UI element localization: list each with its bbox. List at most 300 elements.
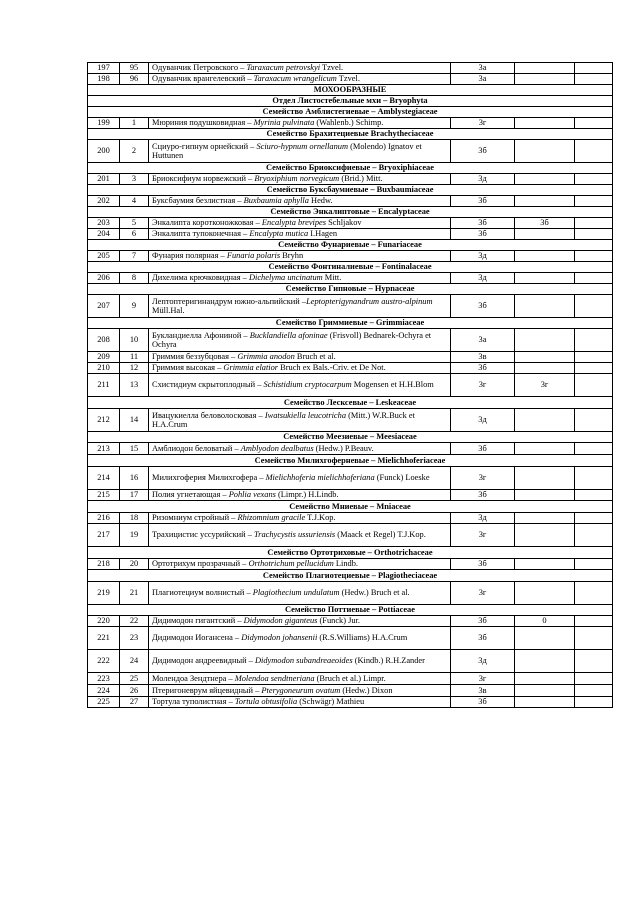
species-latin-name: Funaria polaris xyxy=(226,251,281,261)
species-row xyxy=(88,218,613,229)
section-header: Семейство Меезиевые – Meesiaceae xyxy=(88,432,613,443)
row-subindex: 27 xyxy=(120,697,149,708)
row-subindex: 3 xyxy=(120,174,149,185)
notes-cell xyxy=(575,627,613,650)
status-category-alt xyxy=(515,524,575,547)
species-row xyxy=(88,63,613,74)
species-latin-name: Encalypta mutica xyxy=(249,229,309,239)
section-header: Семейство Амблистегиевые – Amblystegiaceae xyxy=(88,107,613,118)
species-name xyxy=(149,273,451,284)
species-russian-name: Мюриния подушковидная – xyxy=(152,118,254,128)
species-author: (Funck) Loeske xyxy=(374,473,430,483)
species-latin-name: Sciuro-hypnum ornellanum xyxy=(256,141,349,151)
species-name xyxy=(149,140,451,163)
species-name xyxy=(149,374,451,397)
species-russian-name: Фунария полярная – xyxy=(152,251,227,261)
species-author: (R.S.Williams) H.A.Crum xyxy=(317,633,408,643)
row-index: 224 xyxy=(88,685,120,697)
row-subindex: 2 xyxy=(120,140,149,163)
notes-cell xyxy=(575,409,613,432)
row-subindex: 14 xyxy=(120,409,149,432)
species-row xyxy=(88,443,613,455)
species-latin-name: Bryoxiphium norvegicum xyxy=(254,174,340,184)
row-subindex: 25 xyxy=(120,673,149,685)
species-row xyxy=(88,229,613,240)
notes-cell xyxy=(575,140,613,163)
status-category-alt xyxy=(515,697,575,708)
status-category: 3б xyxy=(451,295,515,318)
status-category-alt xyxy=(515,329,575,352)
status-category-alt xyxy=(515,118,575,129)
species-latin-name: Orthotrichum pellucidum xyxy=(248,559,334,569)
section-header: Семейство Гриммиевые – Grimmiaceae xyxy=(88,318,613,329)
species-author: Bruch et al. xyxy=(294,352,336,362)
species-latin-name: Encalypta brevipes xyxy=(261,218,327,228)
species-row xyxy=(88,251,613,262)
row-subindex: 7 xyxy=(120,251,149,262)
species-row xyxy=(88,650,613,673)
notes-cell xyxy=(575,218,613,229)
species-row xyxy=(88,74,613,85)
status-category: 3г xyxy=(451,118,515,129)
species-author: (Funck) Jur. xyxy=(317,616,360,626)
status-category: 3д xyxy=(451,174,515,185)
species-russian-name: Бриоксифиум норвежский – xyxy=(152,174,255,184)
species-name xyxy=(149,524,451,547)
status-category: 3б xyxy=(451,443,515,455)
notes-cell xyxy=(575,229,613,240)
species-name xyxy=(149,616,451,627)
section-header-row xyxy=(88,397,613,409)
section-header-row xyxy=(88,240,613,251)
notes-cell xyxy=(575,650,613,673)
species-author: I.Hagen xyxy=(308,229,338,239)
notes-cell xyxy=(575,513,613,524)
status-category-alt xyxy=(515,513,575,524)
row-index: 213 xyxy=(88,443,120,455)
section-header: Семейство Гипновые – Hypnaceae xyxy=(88,284,613,295)
species-name xyxy=(149,582,451,605)
status-category-alt xyxy=(515,352,575,363)
species-author: (Maack et Regel) T.J.Kop. xyxy=(335,530,426,540)
species-russian-name: Полия угнетающая – xyxy=(152,490,229,500)
section-header-row xyxy=(88,96,613,107)
row-index: 217 xyxy=(88,524,120,547)
status-category: 3б xyxy=(451,627,515,650)
row-index: 199 xyxy=(88,118,120,129)
species-author: Mitt. xyxy=(322,273,342,283)
species-author: Schljakov xyxy=(326,218,362,228)
status-category-alt xyxy=(515,559,575,570)
species-name xyxy=(149,118,451,129)
species-row xyxy=(88,118,613,129)
species-russian-name: Одуванчик Петровского – xyxy=(152,63,247,73)
section-header: Отдел Листостебельные мхи – Bryophyta xyxy=(88,96,613,107)
species-name xyxy=(149,650,451,673)
row-index: 206 xyxy=(88,273,120,284)
status-category-alt xyxy=(515,63,575,74)
section-header: Семейство Фунариевые – Funariaceae xyxy=(88,240,613,251)
species-name xyxy=(149,363,451,374)
species-latin-name: Taraxacum wrangelicum xyxy=(253,74,337,84)
notes-cell xyxy=(575,673,613,685)
species-row xyxy=(88,273,613,284)
status-category: 3б xyxy=(451,140,515,163)
species-russian-name: Плагиотециум волнистый – xyxy=(152,588,253,598)
species-latin-name: Schistidium cryptocarpum xyxy=(263,380,352,390)
section-header: Семейство Поттиевые – Pottiaceae xyxy=(88,605,613,616)
species-row xyxy=(88,559,613,570)
status-category: 3д xyxy=(451,650,515,673)
status-category-alt xyxy=(515,673,575,685)
notes-cell xyxy=(575,443,613,455)
species-row xyxy=(88,374,613,397)
species-row xyxy=(88,295,613,318)
status-category: 3г xyxy=(451,673,515,685)
species-row xyxy=(88,409,613,432)
notes-cell xyxy=(575,74,613,85)
notes-cell xyxy=(575,374,613,397)
row-index: 202 xyxy=(88,196,120,207)
status-category: 3д xyxy=(451,273,515,284)
row-index: 203 xyxy=(88,218,120,229)
row-subindex: 12 xyxy=(120,363,149,374)
status-category-alt: 3б xyxy=(515,218,575,229)
section-header: Семейство Мниевые – Mniaceae xyxy=(88,501,613,513)
status-category-alt xyxy=(515,140,575,163)
notes-cell xyxy=(575,490,613,501)
status-category: 3в xyxy=(451,685,515,697)
species-russian-name: Милихгоферия Милихгофера – xyxy=(152,473,266,483)
section-header: Семейство Ортотриховые – Orthotrichaceae xyxy=(88,547,613,559)
species-russian-name: Одуванчик врангелевский – xyxy=(152,74,254,84)
species-row xyxy=(88,490,613,501)
species-name xyxy=(149,63,451,74)
species-author: (Bruch et al.) Limpr. xyxy=(314,673,386,683)
species-name xyxy=(149,673,451,685)
species-latin-name: Leptopterigynandrum austro-alpinum xyxy=(306,296,433,306)
row-subindex: 6 xyxy=(120,229,149,240)
row-subindex: 18 xyxy=(120,513,149,524)
species-row xyxy=(88,467,613,490)
status-category: 3д xyxy=(451,513,515,524)
species-author: (Brid.) Mitt. xyxy=(339,174,383,184)
status-category-alt xyxy=(515,229,575,240)
row-index: 201 xyxy=(88,174,120,185)
species-name xyxy=(149,229,451,240)
notes-cell xyxy=(575,685,613,697)
species-latin-name: Iwatsukiella leucotricha xyxy=(264,410,347,420)
species-russian-name: Лептоптеригинандрум южно-альпийский – xyxy=(152,296,307,306)
status-category-alt xyxy=(515,582,575,605)
species-author: (Mitt.) W.R.Buck et H.A.Crum xyxy=(152,410,415,429)
species-russian-name: Амблиодон беловатый – xyxy=(152,443,241,453)
species-name xyxy=(149,409,451,432)
row-subindex: 1 xyxy=(120,118,149,129)
species-latin-name: Mielichhoferia mielichhoferiana xyxy=(265,473,375,483)
species-russian-name: Букландиелла Афониной – xyxy=(152,330,250,340)
status-category: 3г xyxy=(451,582,515,605)
species-latin-name: Rhizomnium gracile xyxy=(237,513,306,523)
status-category: 3б xyxy=(451,490,515,501)
row-subindex: 5 xyxy=(120,218,149,229)
species-russian-name: Ортотрихум прозрачный – xyxy=(152,559,249,569)
section-header-row xyxy=(88,262,613,273)
species-author: Mogensen et H.H.Blom xyxy=(351,380,434,390)
row-subindex: 26 xyxy=(120,685,149,697)
species-row xyxy=(88,685,613,697)
species-russian-name: Дидимодон гигантский – xyxy=(152,616,244,626)
notes-cell xyxy=(575,697,613,708)
row-subindex: 15 xyxy=(120,443,149,455)
section-header-row xyxy=(88,284,613,295)
row-subindex: 20 xyxy=(120,559,149,570)
species-russian-name: Дидимодон андреевидный – xyxy=(152,656,255,666)
row-subindex: 95 xyxy=(120,63,149,74)
species-russian-name: Энкалипта тупоконечная – xyxy=(152,229,250,239)
section-header: Семейство Плагиотециевые – Plagiotheciaceae xyxy=(88,570,613,582)
notes-cell xyxy=(575,616,613,627)
status-category: 3г xyxy=(451,374,515,397)
species-author: Tzvel. xyxy=(320,63,344,73)
status-category-alt xyxy=(515,196,575,207)
row-subindex: 10 xyxy=(120,329,149,352)
species-name xyxy=(149,295,451,318)
section-header-row xyxy=(88,318,613,329)
section-header: Семейство Брахитециевые Brachytheciaceae xyxy=(88,129,613,140)
species-row xyxy=(88,140,613,163)
row-index: 212 xyxy=(88,409,120,432)
species-row xyxy=(88,513,613,524)
species-name xyxy=(149,627,451,650)
status-category: 3а xyxy=(451,329,515,352)
species-row xyxy=(88,697,613,708)
species-russian-name: Птеригоневрум яйцевидный – xyxy=(152,685,262,695)
status-category-alt: 0 xyxy=(515,616,575,627)
status-category: 3г xyxy=(451,524,515,547)
species-author: T.J.Kop. xyxy=(305,513,336,523)
section-header: Семейство Фонтиналиевые – Fontinalaceae xyxy=(88,262,613,273)
status-category-alt xyxy=(515,74,575,85)
status-category: 3б xyxy=(451,363,515,374)
row-index: 204 xyxy=(88,229,120,240)
notes-cell xyxy=(575,352,613,363)
row-index: 218 xyxy=(88,559,120,570)
species-latin-name: Grimmia elatior xyxy=(223,363,279,373)
species-latin-name: Buxbaumia aphylla xyxy=(243,196,309,206)
row-subindex: 19 xyxy=(120,524,149,547)
notes-cell xyxy=(575,273,613,284)
status-category: 3в xyxy=(451,352,515,363)
species-row xyxy=(88,616,613,627)
species-name xyxy=(149,174,451,185)
species-name xyxy=(149,352,451,363)
species-author: Hedw. xyxy=(308,196,333,206)
species-russian-name: Тортула туполистная – xyxy=(152,697,235,707)
status-category: 3б xyxy=(451,616,515,627)
row-index: 208 xyxy=(88,329,120,352)
section-header-row xyxy=(88,570,613,582)
species-latin-name: Bucklandiella afoninae xyxy=(249,330,328,340)
species-name xyxy=(149,697,451,708)
species-russian-name: Дидимодон Иогансена – xyxy=(152,633,242,643)
section-header-row xyxy=(88,605,613,616)
species-author: Lindb. xyxy=(333,559,359,569)
species-author: Bryhn xyxy=(280,251,304,261)
status-category-alt xyxy=(515,295,575,318)
status-category: 3г xyxy=(451,467,515,490)
species-author: (Wahlenb.) Schimp. xyxy=(314,118,384,128)
species-row xyxy=(88,363,613,374)
species-row xyxy=(88,352,613,363)
species-latin-name: Didymodon subandreaeoides xyxy=(254,656,353,666)
section-header-row xyxy=(88,107,613,118)
section-header-row xyxy=(88,185,613,196)
section-header-row xyxy=(88,547,613,559)
section-header: Семейство Энкалиптовые – Encalyptaceae xyxy=(88,207,613,218)
species-russian-name: Гриммия высокая – xyxy=(152,363,224,373)
section-header-row xyxy=(88,501,613,513)
row-index: 222 xyxy=(88,650,120,673)
species-author: (Molendo) Ignatov et Huttunen xyxy=(152,141,422,160)
notes-cell xyxy=(575,363,613,374)
row-subindex: 17 xyxy=(120,490,149,501)
status-category-alt xyxy=(515,443,575,455)
species-name xyxy=(149,218,451,229)
status-category: 3а xyxy=(451,63,515,74)
species-latin-name: Plagiothecium undulatum xyxy=(252,588,340,598)
species-latin-name: Pterygoneurum ovatum xyxy=(261,685,341,695)
row-index: 207 xyxy=(88,295,120,318)
species-latin-name: Didymodon giganteus xyxy=(243,616,318,626)
row-index: 200 xyxy=(88,140,120,163)
row-index: 197 xyxy=(88,63,120,74)
section-header-row xyxy=(88,455,613,467)
species-row xyxy=(88,329,613,352)
species-author: Bruch ex Bals.-Criv. et De Not. xyxy=(278,363,386,373)
species-latin-name: Amblyodon dealbatus xyxy=(240,443,314,453)
section-header-row xyxy=(88,207,613,218)
status-category: 3б xyxy=(451,218,515,229)
status-category: 3б xyxy=(451,559,515,570)
section-header: МОХООБРАЗНЫЕ xyxy=(88,85,613,96)
row-index: 214 xyxy=(88,467,120,490)
species-russian-name: Трахицистис уссурийский – xyxy=(152,530,254,540)
row-index: 225 xyxy=(88,697,120,708)
species-latin-name: Trachycystis ussuriensis xyxy=(253,530,336,540)
status-category: 3д xyxy=(451,409,515,432)
species-name xyxy=(149,443,451,455)
notes-cell xyxy=(575,582,613,605)
section-header: Семейство Милихгоферневые – Mielichhoferiaceae xyxy=(88,455,613,467)
species-row xyxy=(88,627,613,650)
status-category-alt xyxy=(515,685,575,697)
status-category-alt: 3г xyxy=(515,374,575,397)
species-latin-name: Didymodon johansenii xyxy=(241,633,318,643)
row-subindex: 8 xyxy=(120,273,149,284)
species-russian-name: Ризомниум стройный – xyxy=(152,513,238,523)
species-row xyxy=(88,524,613,547)
section-header-row xyxy=(88,432,613,443)
species-russian-name: Гриммия беззубцовая – xyxy=(152,352,238,362)
species-name xyxy=(149,251,451,262)
section-header: Семейство Буксбаумиевые – Buxbaumiaceae xyxy=(88,185,613,196)
notes-cell xyxy=(575,559,613,570)
status-category: 3б xyxy=(451,196,515,207)
species-name xyxy=(149,196,451,207)
status-category-alt xyxy=(515,409,575,432)
row-subindex: 16 xyxy=(120,467,149,490)
section-header: Семейство Бриоксифиевые – Bryoxiphiaceae xyxy=(88,163,613,174)
row-subindex: 22 xyxy=(120,616,149,627)
species-name xyxy=(149,490,451,501)
species-author: Müll.Hal. xyxy=(152,306,185,315)
row-subindex: 23 xyxy=(120,627,149,650)
row-index: 198 xyxy=(88,74,120,85)
notes-cell xyxy=(575,63,613,74)
species-russian-name: Ивацукиелла беловолосковая – xyxy=(152,410,265,420)
status-category-alt xyxy=(515,490,575,501)
section-header-row xyxy=(88,163,613,174)
species-author: (Kindb.) R.H.Zander xyxy=(352,656,425,666)
species-table xyxy=(87,62,613,708)
notes-cell xyxy=(575,251,613,262)
species-russian-name: Дихелима крючковидная – xyxy=(152,273,249,283)
species-author: Tzvel. xyxy=(336,74,360,84)
row-subindex: 4 xyxy=(120,196,149,207)
species-russian-name: Схистидиум скрытоплодный – xyxy=(152,380,264,390)
species-row xyxy=(88,582,613,605)
species-russian-name: Молендоа Зендтнера – xyxy=(152,673,235,683)
row-index: 216 xyxy=(88,513,120,524)
species-latin-name: Pohlia vexans xyxy=(228,490,276,500)
row-subindex: 24 xyxy=(120,650,149,673)
species-author: (Limpr.) H.Lindb. xyxy=(275,490,339,500)
status-category-alt xyxy=(515,174,575,185)
row-subindex: 9 xyxy=(120,295,149,318)
species-author: (Schwägr) Mathieu xyxy=(297,697,365,707)
species-russian-name: Сциуро-гипнум орнейский – xyxy=(152,141,257,151)
species-latin-name: Grimmia anodon xyxy=(237,352,295,362)
notes-cell xyxy=(575,467,613,490)
species-author: (Hedw.) Bruch et al. xyxy=(339,588,410,598)
species-name xyxy=(149,74,451,85)
status-category: 3д xyxy=(451,251,515,262)
species-row xyxy=(88,673,613,685)
row-index: 221 xyxy=(88,627,120,650)
status-category-alt xyxy=(515,650,575,673)
row-index: 209 xyxy=(88,352,120,363)
species-latin-name: Molendoa sendtneriana xyxy=(234,673,315,683)
status-category: 3б xyxy=(451,697,515,708)
species-latin-name: Tortula obtusifolia xyxy=(234,697,298,707)
row-subindex: 11 xyxy=(120,352,149,363)
species-name xyxy=(149,467,451,490)
status-category-alt xyxy=(515,467,575,490)
species-russian-name: Энкалипта коротконожковая – xyxy=(152,218,262,228)
row-index: 210 xyxy=(88,363,120,374)
species-author: (Hedw.) P.Beauv. xyxy=(313,443,374,453)
status-category-alt xyxy=(515,251,575,262)
row-subindex: 96 xyxy=(120,74,149,85)
section-header: Семейство Лесксевые – Leskeaceae xyxy=(88,397,613,409)
status-category-alt xyxy=(515,627,575,650)
species-author: (Frisvoll) Bednarek-Ochyra et Ochyra xyxy=(152,330,432,349)
species-row xyxy=(88,174,613,185)
section-header-row xyxy=(88,85,613,96)
row-index: 219 xyxy=(88,582,120,605)
species-row xyxy=(88,196,613,207)
